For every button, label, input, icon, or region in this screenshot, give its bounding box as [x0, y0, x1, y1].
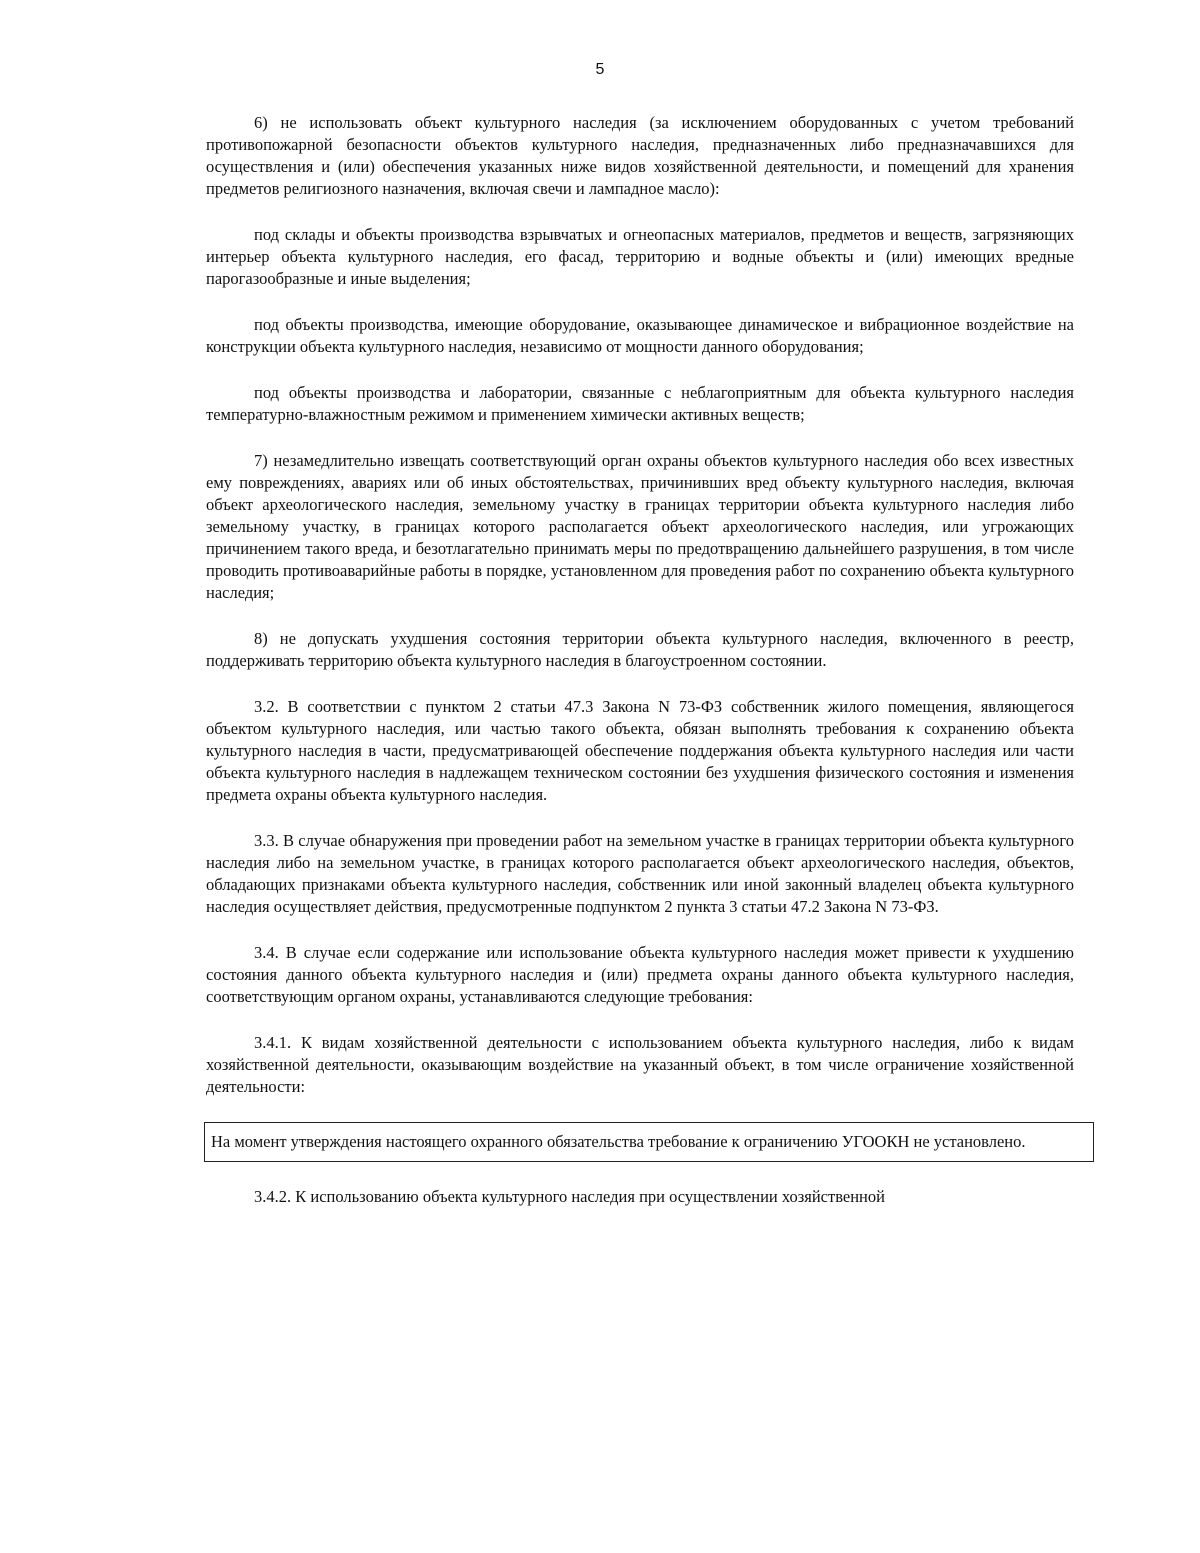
paragraph-vibration-equipment: под объекты производства, имеющие оборудование, оказывающее динамическое и вибрационное воздействие на конструкции объекта культурного наследия, независимо от мощности данного оборудования; [206, 315, 1074, 356]
paragraph-item-8: 8) не допускать ухудшения состояния территории объекта культурного наследия, включенного в реестр, поддерживать территорию объекта культурного наследия в благоустроенном состоянии. [206, 629, 1074, 670]
document-body [206, 112, 1074, 1232]
paragraph-3-2: 3.2. В соответствии с пунктом 2 статьи 47.3 Закона N 73-ФЗ собственник жилого помещения, являющегося объектом культурного наследия, или частью такого объекта, обязан выполнять требования к сохранению объекта культурного наследия в части, предусматривающей обеспечение поддержания объекта культурного наследия или части объекта культурного наследия в надлежащем техническом состоянии без ухудшения физического состояния и изменения предмета охраны объекта культурного наследия. [206, 697, 1074, 804]
paragraph-3-4-1: 3.4.1. К видам хозяйственной деятельности с использованием объекта культурного наследия, либо к видам хозяйственной деятельности, оказывающим воздействие на указанный объект, в том числе ограничение хозяйственной деятельности: [206, 1033, 1074, 1096]
page-number: 5 [595, 61, 605, 78]
paragraph-3-3: 3.3. В случае обнаружения при проведении работ на земельном участке в границах территории объекта культурного наследия либо на земельном участке, в границах которого располагается объект археологического наследия, объектов, обладающих признаками объекта культурного наследия, собственник или иной законный владелец объекта культурного наследия осуществляет действия, предусмотренные подпунктом 2 пункта 3 статьи 47.2 Закона N 73-ФЗ. [206, 831, 1074, 916]
paragraph-3-4: 3.4. В случае если содержание или использование объекта культурного наследия может привести к ухудшению состояния данного объекта культурного наследия и (или) предмета охраны данного объекта культурного наследия, соответствующим органом охраны, устанавливаются следующие требования: [206, 943, 1074, 1006]
paragraph-item-7: 7) незамедлительно извещать соответствующий орган охраны объектов культурного наследия обо всех известных ему повреждениях, авариях или об иных обстоятельствах, причинивших вред объекту культурного наследия, включая объект археологического наследия, земельному участку в границах территории объекта культурного наследия либо земельному участку, в границах которого располагается объект археологического наследия, или угрожающих причинением такого вреда, и безотлагательно принимать меры по предотвращению дальнейшего разрушения, в том числе проводить противоаварийные работы в порядке, установленном для проведения работ по сохранению объекта культурного наследия; [206, 451, 1074, 602]
paragraph-3-4-2: 3.4.2. К использованию объекта культурного наследия при осуществлении хозяйственной [254, 1187, 885, 1206]
paragraph-warehouses: под склады и объекты производства взрывчатых и огнеопасных материалов, предметов и веществ, загрязняющих интерьер объекта культурного наследия, его фасад, территорию и водные объекты и (или) имеющих вредные парогазообразные и иные выделения; [206, 225, 1074, 288]
boxed-note: На момент утверждения настоящего охранного обязательства требование к ограничению УГООКН не установлено. [204, 1122, 1094, 1162]
paragraph-laboratories: под объекты производства и лаборатории, связанные с неблагоприятным для объекта культурного наследия температурно-влажностным режимом и применением химически активных веществ; [206, 383, 1074, 424]
paragraph-item-6: 6) не использовать объект культурного наследия (за исключением оборудованных с учетом требований противопожарной безопасности объектов культурного наследия, предназначенных либо предназначавшихся для осуществления и (или) обеспечения указанных ниже видов хозяйственной деятельности, и помещений для хранения предметов религиозного назначения, включая свечи и лампадное масло): [206, 113, 1074, 198]
